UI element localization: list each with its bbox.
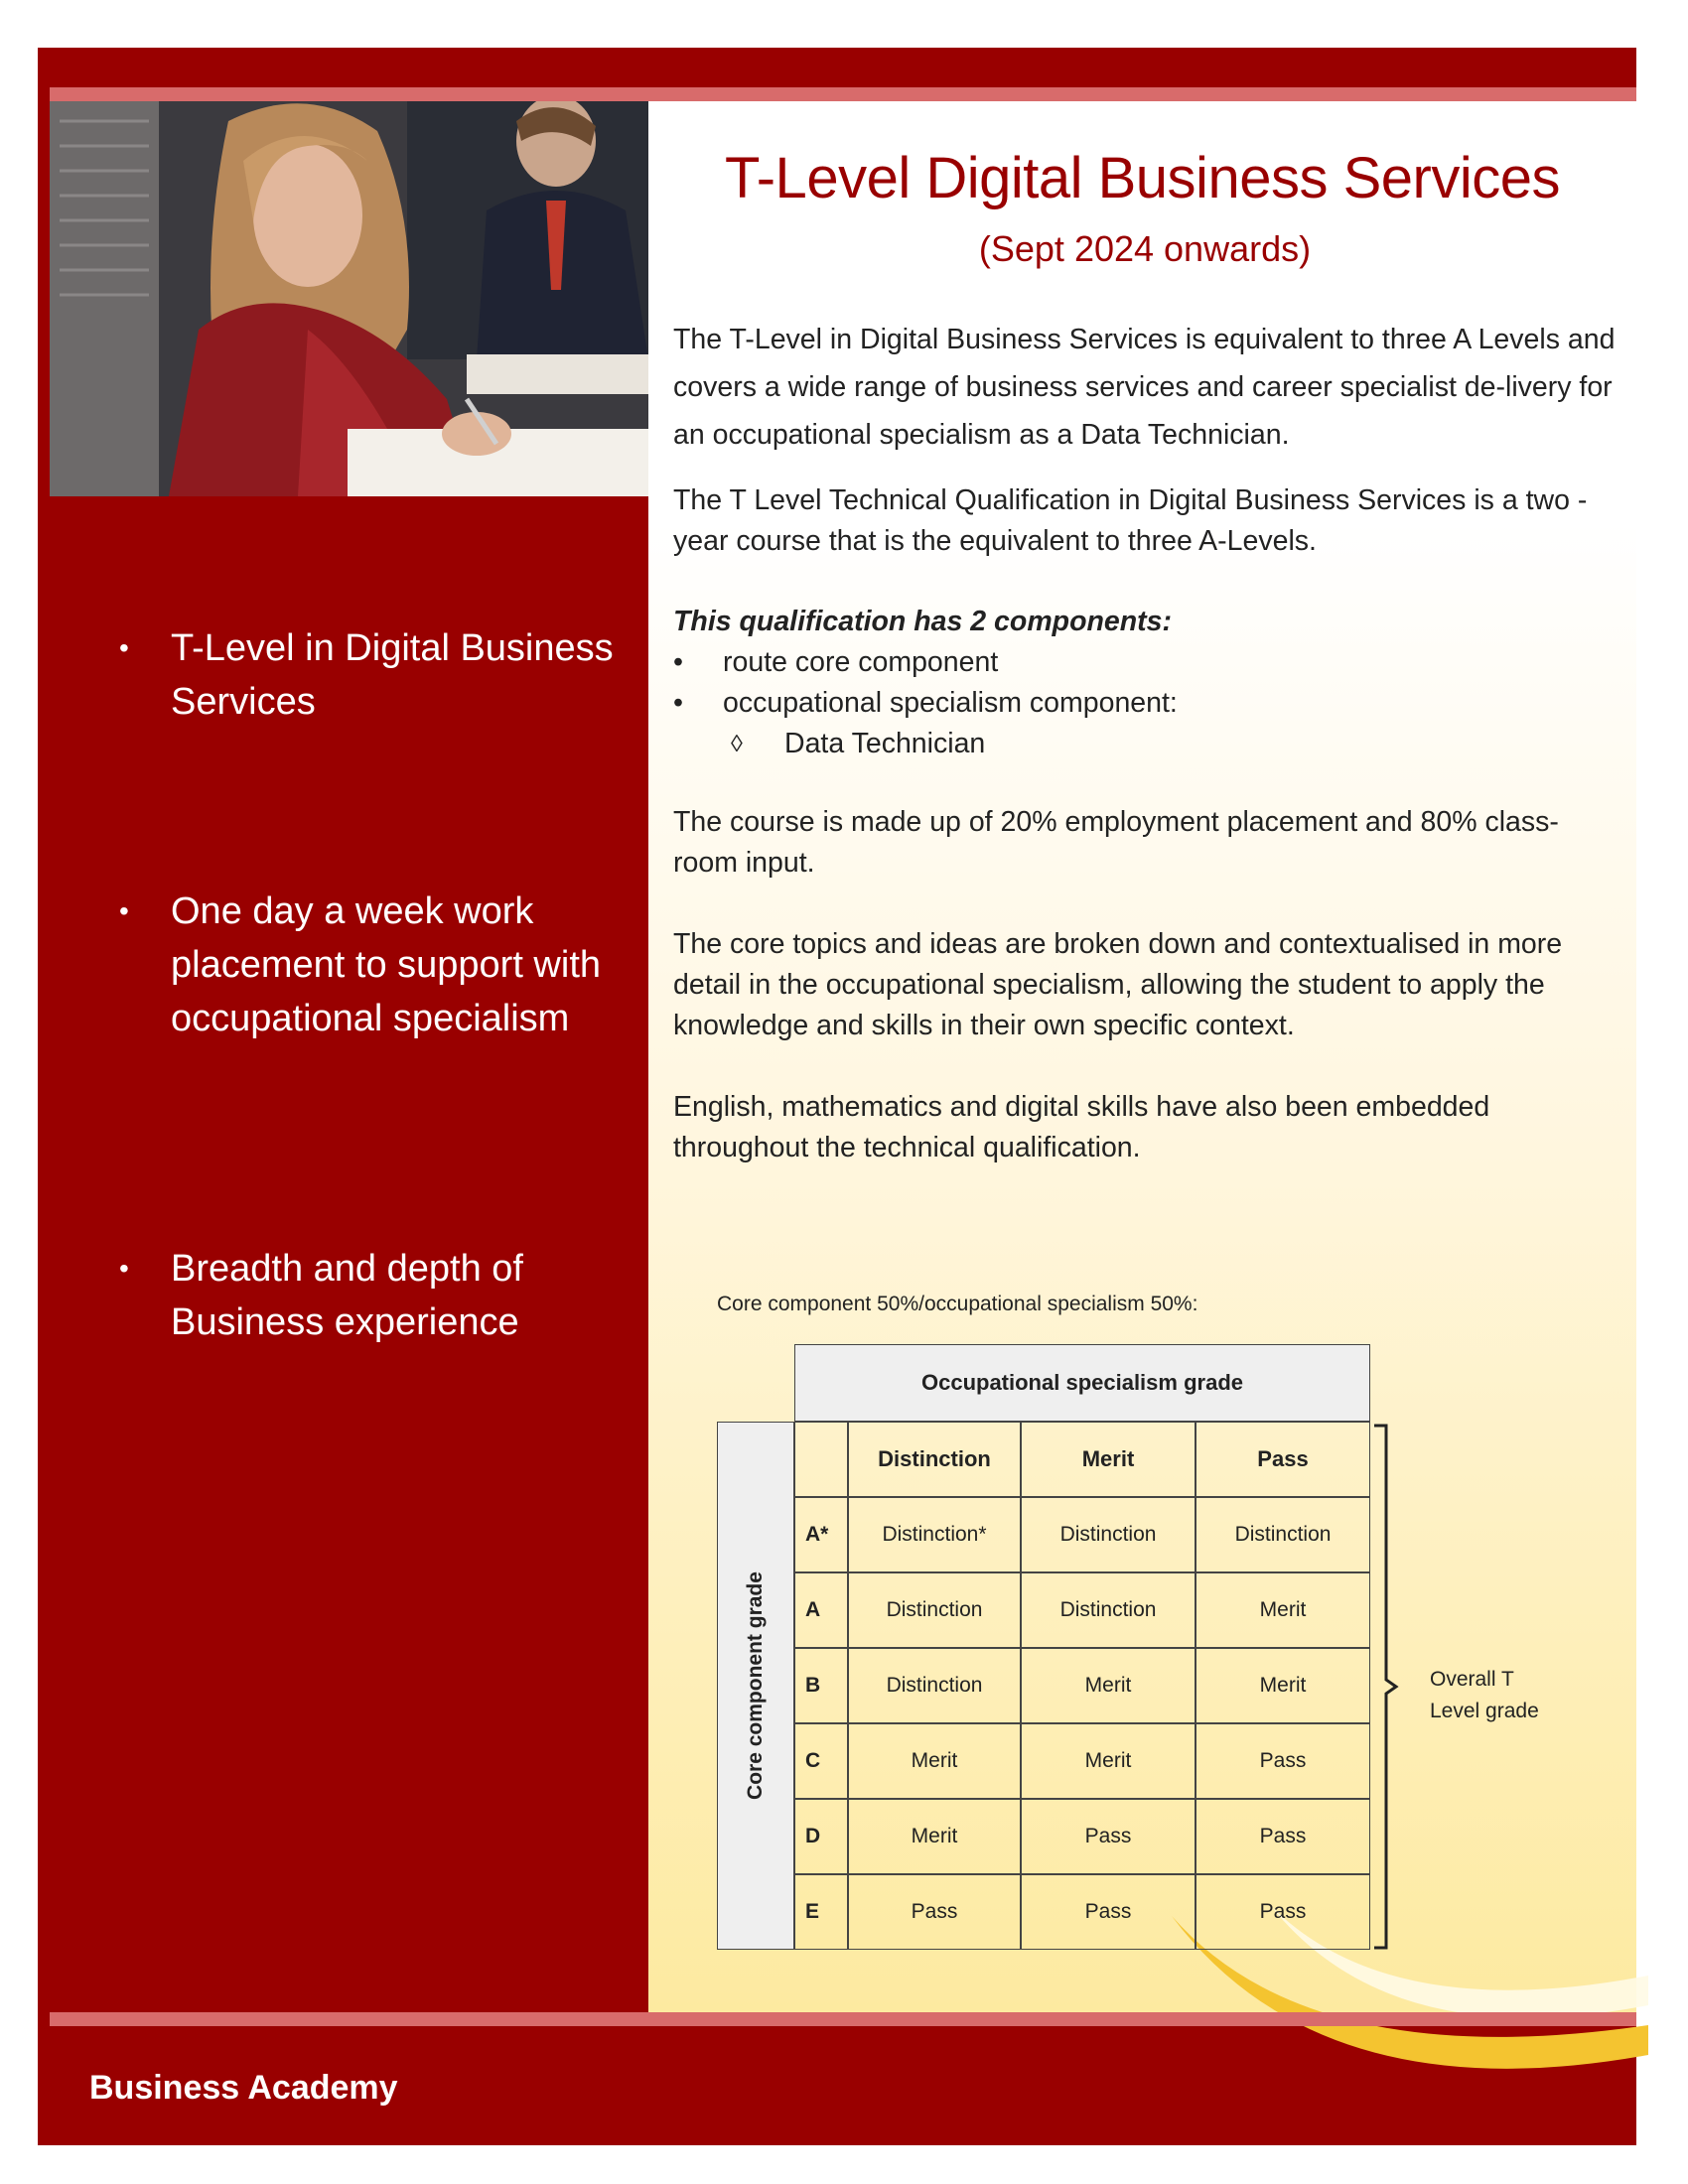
top-accent-stripe [50, 87, 1636, 101]
components-list [673, 642, 1617, 764]
sidebar-item-breadth-depth [119, 1242, 635, 1349]
technical-qualification-paragraph: The T Level Technical Qualification in Digital Business Services is a two -year course that is the equivalent to three A-Levels. [673, 484, 1588, 557]
table-cell: Distinction [1021, 1497, 1196, 1572]
table-cell: Distinction [848, 1572, 1021, 1648]
core-component-header [717, 1422, 794, 1950]
table-cell: Pass [1196, 1874, 1370, 1950]
bullet-icon: • [119, 1253, 129, 1284]
row-header: B [794, 1648, 848, 1723]
table-cell: Pass [848, 1874, 1021, 1950]
page-subtitle: (Sept 2024 onwards) [978, 228, 1312, 269]
row-header: E [794, 1874, 848, 1950]
sidebar-item-label: One day a week work placement to support with occupational specialism [171, 890, 602, 1039]
sidebar-item-label: T-Level in Digital Business Services [171, 627, 614, 723]
bullet-icon: • [119, 895, 129, 926]
table-cell: Distinction [848, 1648, 1021, 1723]
table-cell: Pass [1021, 1874, 1196, 1950]
table-cell: Distinction [1021, 1572, 1196, 1648]
table-cell: Distinction* [848, 1497, 1021, 1572]
bullet-icon: • [119, 632, 129, 663]
overall-grade-bracket [1372, 1424, 1412, 1950]
students-photo [50, 101, 648, 496]
row-header: D [794, 1799, 848, 1874]
occupational-specialism-header: Occupational specialism grade [794, 1344, 1370, 1422]
placement-paragraph: The course is made up of 20% employment placement and 80% class-room input. [673, 806, 1559, 879]
column-header: Pass [1196, 1422, 1370, 1497]
row-header: C [794, 1723, 848, 1799]
grade-table [717, 1344, 1412, 1960]
page-title: T-Level Digital Business Services [725, 146, 1560, 210]
column-header: Distinction [848, 1422, 1021, 1497]
overall-grade-label: Overall T Level grade [1430, 1668, 1539, 1722]
bottom-accent-stripe [50, 2012, 1636, 2026]
sidebar-item-label: Breadth and depth of Business experience [171, 1248, 523, 1343]
component-item: • route core component [673, 642, 1617, 683]
intro-paragraph: The T-Level in Digital Business Services is equivalent to three A Levels and covers a wide range of business services and career specialist de-livery for an occupational specialism as a Data Technician. [673, 324, 1616, 451]
corner-cell [794, 1422, 848, 1497]
english-paragraph: English, mathematics and digital skills have also been embedded throughout the technical qualification. [673, 1091, 1490, 1163]
sidebar-item-t-level [119, 621, 635, 729]
table-cell: Pass [1196, 1723, 1370, 1799]
table-cell: Pass [1196, 1799, 1370, 1874]
table-cell: Merit [848, 1799, 1021, 1874]
table-cell: Pass [1021, 1799, 1196, 1874]
core-component-label: Core component grade [744, 1571, 767, 1800]
component-item: • occupational specialism component: [673, 683, 1617, 724]
table-cell: Merit [1021, 1723, 1196, 1799]
table-cell: Merit [1196, 1648, 1370, 1723]
row-header: A* [794, 1497, 848, 1572]
footer-brand: Business Academy [89, 2069, 398, 2107]
row-header: A [794, 1572, 848, 1648]
core-topics-paragraph: The core topics and ideas are broken down and contextualised in more detail in the occupational specialism, allowing the student to apply the knowledge and skills in their own specific context. [673, 928, 1563, 1041]
grade-table-caption: Core component 50%/occupational specialism 50%: [717, 1293, 1198, 1315]
components-section [673, 602, 1617, 764]
column-header: Merit [1021, 1422, 1196, 1497]
table-cell: Distinction [1196, 1497, 1370, 1572]
table-cell: Merit [848, 1723, 1021, 1799]
sidebar-item-work-placement [119, 885, 635, 1045]
components-heading: This qualification has 2 components: [673, 606, 1172, 637]
component-sub-item: ◊ Data Technician [673, 724, 1617, 764]
table-cell: Merit [1021, 1648, 1196, 1723]
table-cell: Merit [1196, 1572, 1370, 1648]
